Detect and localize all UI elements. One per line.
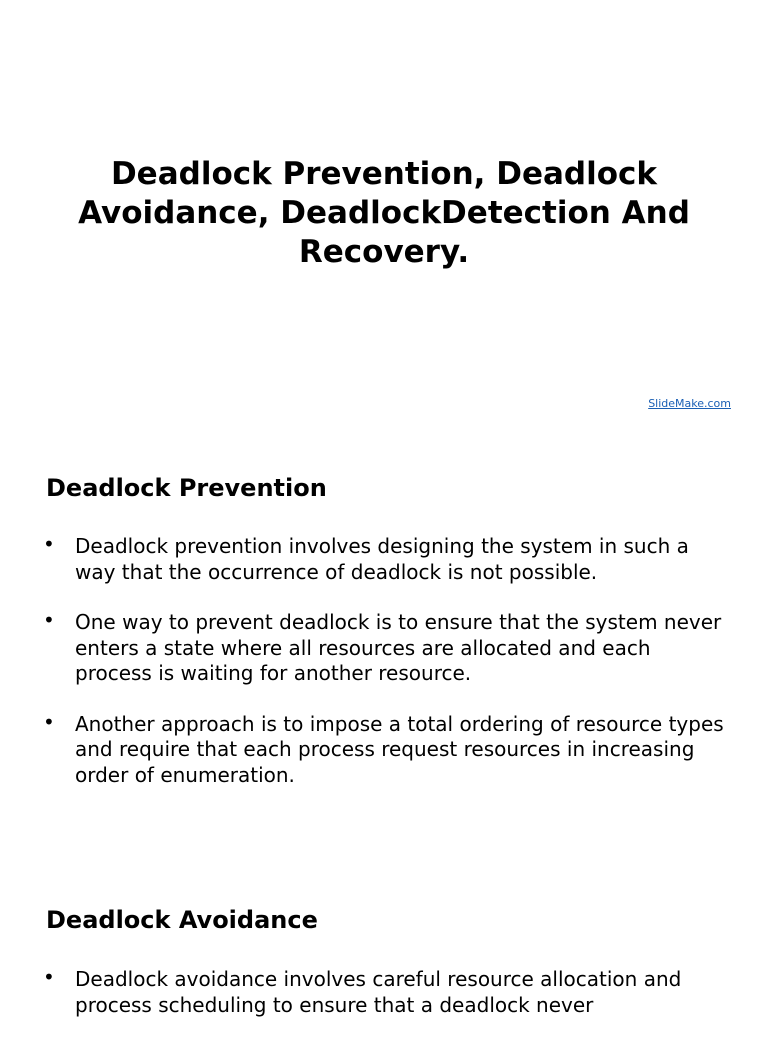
bullet-icon: •	[43, 709, 55, 734]
bullet-icon: •	[43, 608, 55, 632]
bullet-text: One way to prevent deadlock is to ensure that the system never enters a state where all resources are allocated and each process is waiting for another resource.	[75, 610, 722, 685]
list-item	[0, 610, 768, 687]
list-item	[0, 534, 768, 585]
list-item	[0, 967, 768, 1018]
bullet-icon: •	[43, 965, 55, 989]
bullet-list-deadlock-prevention	[0, 534, 768, 813]
list-item	[0, 709, 768, 789]
bullet-text: Another approach is to impose a total ordering of resource types and require that each process request resources in increasing order of enumeration.	[75, 711, 724, 787]
source-link[interactable]: SlideMake.com	[648, 397, 731, 410]
section-heading-deadlock-avoidance: Deadlock Avoidance	[46, 906, 318, 934]
bullet-icon: •	[43, 532, 55, 556]
bullet-list-deadlock-avoidance	[0, 967, 768, 1043]
bullet-text: Deadlock prevention involves designing the system in such a way that the occurrence of deadlock is not possible.	[75, 534, 689, 584]
section-heading-deadlock-prevention: Deadlock Prevention	[46, 474, 327, 502]
slide-title: Deadlock Prevention, Deadlock Avoidance, DeadlockDetection And Recovery.	[78, 156, 690, 270]
bullet-text: Deadlock avoidance involves careful resource allocation and process scheduling to ensure that a deadlock never	[75, 967, 682, 1017]
